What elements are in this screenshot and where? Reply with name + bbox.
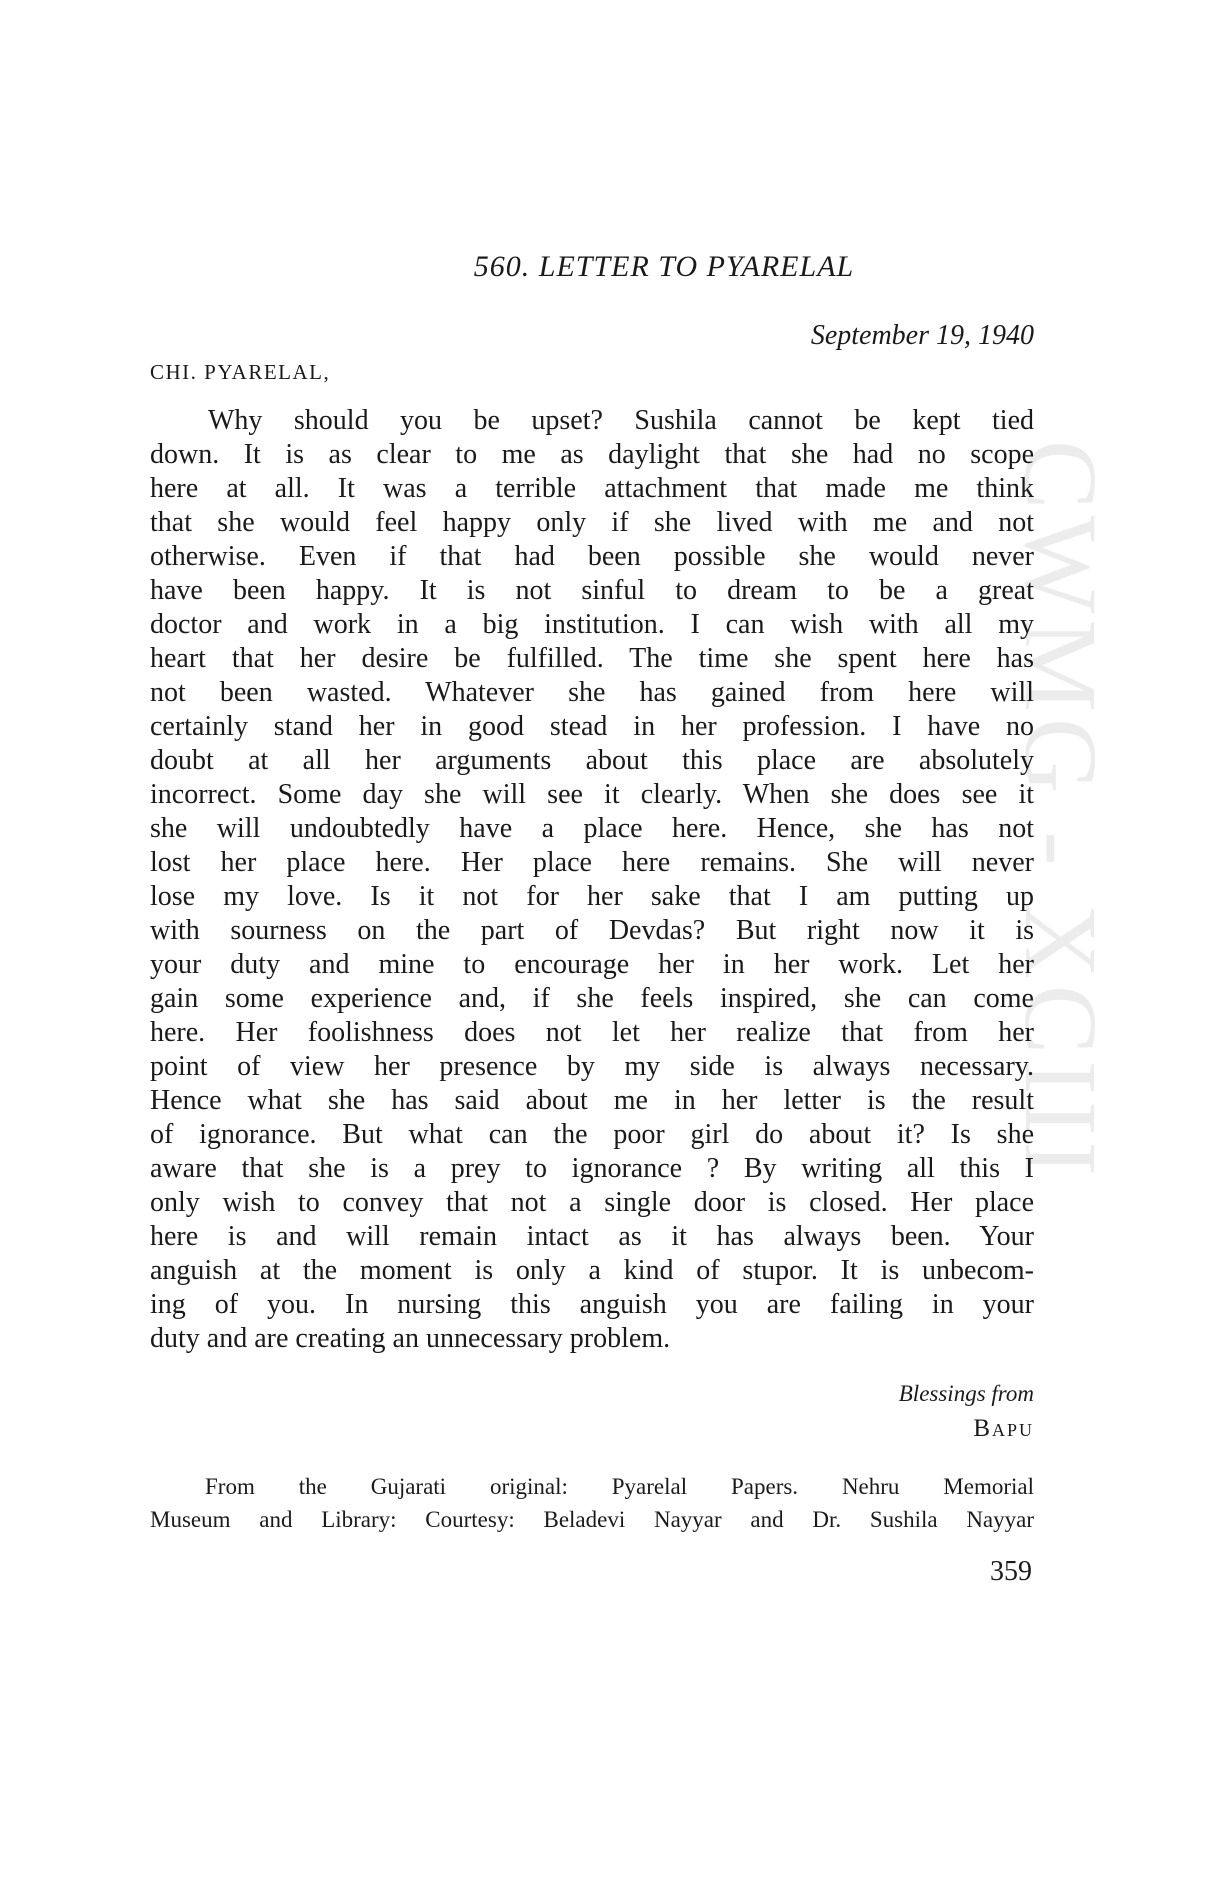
letter-date: September 19, 1940 [810, 320, 1034, 351]
closing-block [899, 1377, 1034, 1447]
body-line: not been wasted. Whatever she has gained from here will [150, 677, 1034, 708]
body-line: with sourness on the part of Devdas? But right now it is [150, 915, 1034, 946]
body-line: ing of you. In nursing this anguish you are failing in your [150, 1289, 1034, 1320]
body-line: gain some experience and, if she feels inspired, she can come [150, 983, 1034, 1014]
letter-body [150, 404, 1034, 1356]
body-line: point of view her presence by my side is always necessary. [150, 1051, 1034, 1082]
body-line: incorrect. Some day she will see it clearly. When she does see it [150, 779, 1034, 810]
body-line: here. Her foolishness does not let her realize that from her [150, 1017, 1034, 1048]
source-line: From the Gujarati original: Pyarelal Papers. Nehru Memorial [205, 1474, 1034, 1499]
body-line: only wish to convey that not a single door is closed. Her place [150, 1187, 1034, 1218]
body-line: certainly stand her in good stead in her profession. I have no [150, 711, 1034, 742]
body-line: of ignorance. But what can the poor girl do about it? Is she [150, 1119, 1034, 1150]
body-line: your duty and mine to encourage her in her work. Let her [150, 949, 1034, 980]
page-number: 359 [990, 1556, 1032, 1587]
body-line: here at all. It was a terrible attachment that made me think [150, 473, 1034, 504]
body-line: duty and are creating an unnecessary problem. [150, 1323, 671, 1354]
body-line: otherwise. Even if that had been possible she would never [150, 541, 1034, 572]
salutation: CHI. PYARELAL, [150, 360, 331, 384]
body-line: heart that her desire be fulfilled. The time she spent here has [150, 643, 1034, 674]
body-line: have been happy. It is not sinful to dream to be a great [150, 575, 1034, 606]
letter-title: 560. LETTER TO PYARELAL [473, 250, 855, 283]
body-line: Hence what she has said about me in her letter is the result [150, 1085, 1034, 1116]
body-line: doctor and work in a big institution. I can wish with all my [150, 609, 1034, 640]
source-note [150, 1470, 1034, 1536]
closing-text: Blessings from [898, 1381, 1034, 1406]
body-line: that she would feel happy only if she lived with me and not [150, 507, 1034, 538]
body-line: anguish at the moment is only a kind of stupor. It is unbecom- [150, 1255, 1034, 1286]
body-line: she will undoubtedly have a place here. Hence, she has not [150, 813, 1034, 844]
body-line: lose my love. Is it not for her sake that I am putting up [150, 881, 1034, 912]
body-line: Why should you be upset? Sushila cannot be kept tied [208, 405, 1034, 436]
watermark: CWMG - XCIII [1003, 440, 1118, 1183]
body-line: lost her place here. Her place here remains. She will never [150, 847, 1034, 878]
signature: Bapu [973, 1415, 1034, 1442]
body-line: doubt at all her arguments about this place are absolutely [150, 745, 1034, 776]
body-line: aware that she is a prey to ignorance ? By writing all this I [150, 1153, 1034, 1184]
source-line: Museum and Library: Courtesy: Beladevi Nayyar and Dr. Sushila Nayyar [150, 1507, 1034, 1532]
body-line: here is and will remain intact as it has always been. Your [150, 1221, 1034, 1252]
body-line: down. It is as clear to me as daylight that she had no scope [150, 439, 1034, 470]
